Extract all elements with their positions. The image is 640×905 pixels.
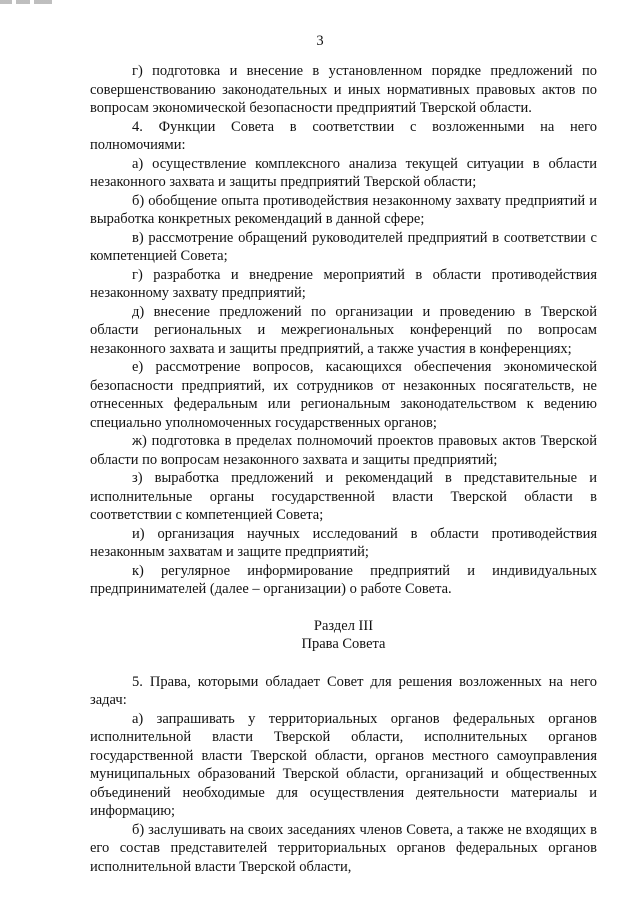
section-number: Раздел III bbox=[313, 617, 374, 634]
paragraph-right-a: а) запрашивать у территориальных органов федеральных органов исполнительной власти Тверской области, исполнительных органов государственной власти Тверской области, органов местного самоуправления муниципальных образований Тверской области, организаций и общественных объединений необходимые для осуществления деятельности материалы и информацию; bbox=[90, 710, 597, 819]
paragraph-function-k: к) регулярное информирование предприятий и индивидуальных предпринимателей (далее – организации) о работе Совета. bbox=[90, 562, 597, 597]
paragraph-function-d: д) внесение предложений по организации и проведению в Тверской области региональных и межрегиональных конференций по вопросам незаконного захвата и защиты предприятий, а также участия в конференциях; bbox=[90, 303, 597, 357]
section-title: Права Совета bbox=[301, 636, 386, 652]
paragraph-functions-heading: 4. Функции Совета в соответствии с возложенными на него полномочиями: bbox=[90, 118, 597, 153]
paragraph-function-e: е) рассмотрение вопросов, касающихся обеспечения экономической безопасности предприятий, их сотрудников от незаконных посягательств, не отнесенных федеральным или региональным законодательством к ведению специально уполномоченных государственных органов; bbox=[90, 359, 597, 431]
paragraph-function-a: а) осуществление комплексного анализа текущей ситуации в области незаконного захвата и защиты предприятий Тверской области; bbox=[90, 155, 597, 190]
page-number: 3 bbox=[316, 33, 324, 49]
document-body bbox=[90, 62, 597, 876]
paragraph-function-i: и) организация научных исследований в области противодействия незаконным захватам и защите предприятий; bbox=[90, 525, 597, 560]
paragraph-function-b: б) обобщение опыта противодействия незаконному захвату предприятий и выработка конкретных рекомендаций в данной сфере; bbox=[90, 192, 597, 227]
paragraph-function-v: в) рассмотрение обращений руководителей предприятий в соответствии с компетенцией Совета; bbox=[90, 229, 597, 264]
paragraph-item-g-proposals: г) подготовка и внесение в установленном порядке предложений по совершенствованию законодательных и иных нормативных правовых актов по вопросам экономической безопасности предприятий Тверской области. bbox=[90, 63, 597, 116]
paragraph-function-g: г) разработка и внедрение мероприятий в области противодействия незаконному захвату предприятий; bbox=[90, 266, 597, 301]
scan-edge-mark bbox=[0, 0, 52, 4]
paragraph-right-b: б) заслушивать на своих заседаниях членов Совета, а также не входящих в его состав представителей территориальных органов федеральных органов исполнительной власти Тверской области, bbox=[90, 821, 597, 875]
paragraph-rights-heading: 5. Права, которыми обладает Совет для решения возложенных на него задач: bbox=[90, 673, 597, 708]
section-heading-block bbox=[90, 617, 597, 654]
paragraph-function-z: з) выработка предложений и рекомендаций в представительные и исполнительные органы государственной власти Тверской области в соответствии с компетенцией Совета; bbox=[90, 470, 597, 523]
paragraph-function-zh: ж) подготовка в пределах полномочий проектов правовых актов Тверской области по вопросам незаконного захвата и защиты предприятий; bbox=[90, 433, 597, 468]
